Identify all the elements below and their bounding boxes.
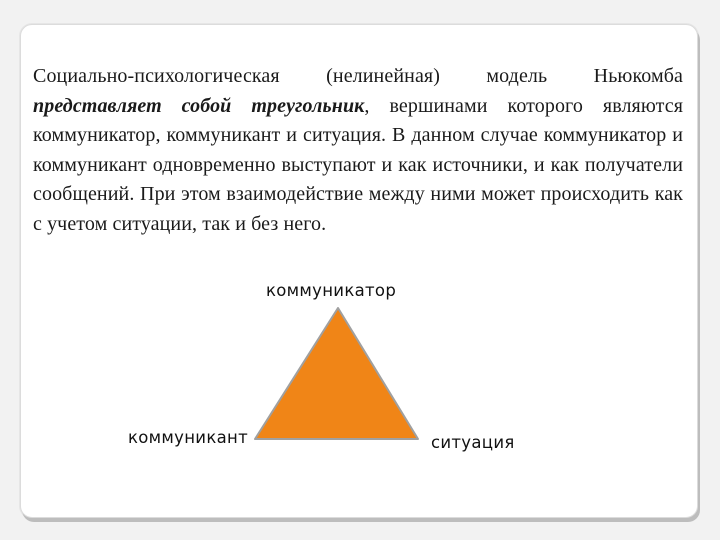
paragraph-intro: Социально-психологическая (нелинейная) модель Ньюкомба <box>33 65 683 87</box>
paragraph-rest: , вершинами которого являются коммуникатор, коммуникант и ситуация. В данном случае коммуникатор и коммуникант одновременно выступают и как источники, и как получатели сообщений. При этом взаимодействие между ними может происходить как с учетом ситуации, так и без него. <box>33 94 683 235</box>
vertex-label-communicant: коммуникант <box>128 428 249 447</box>
vertex-label-situation: ситуация <box>431 433 515 452</box>
description-paragraph <box>33 62 683 239</box>
paragraph-emphasis: представляет собой треугольник <box>33 94 365 117</box>
vertex-label-communicator: коммуникатор <box>266 281 397 300</box>
